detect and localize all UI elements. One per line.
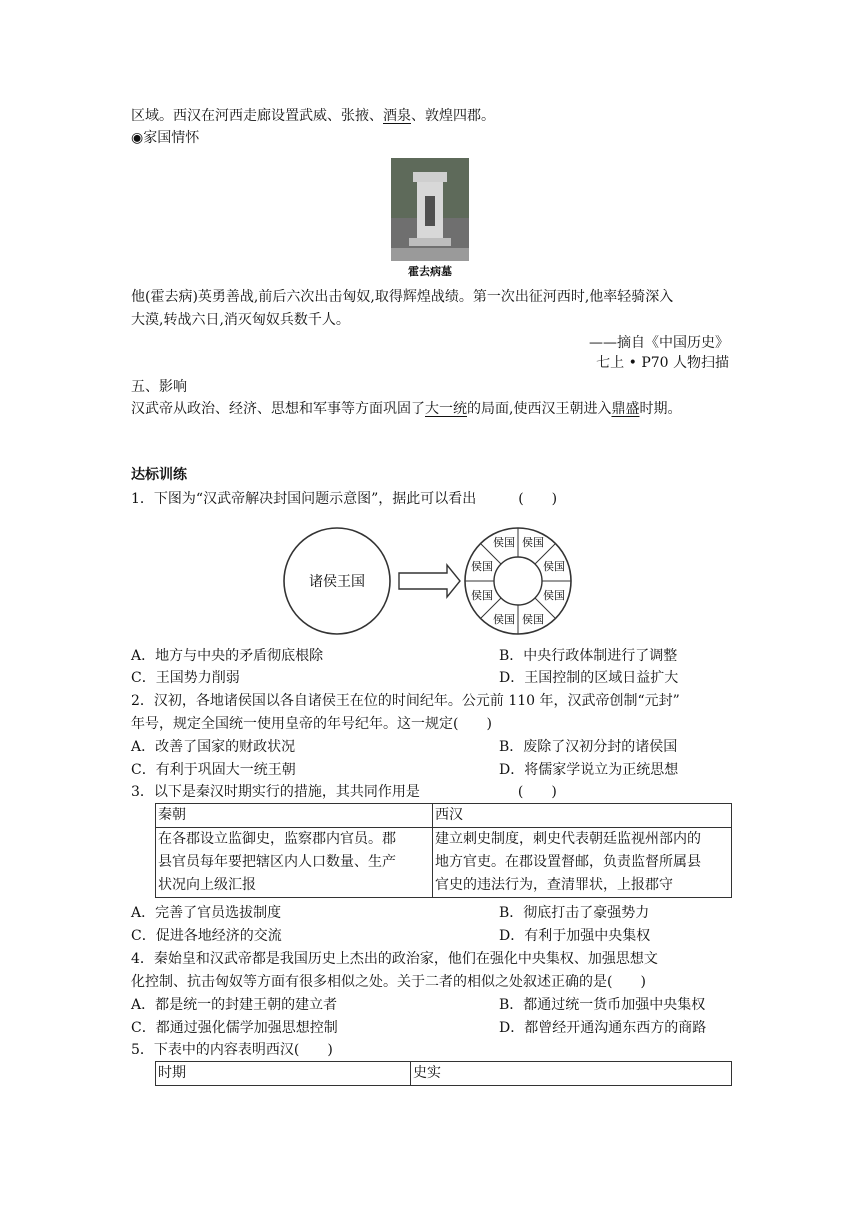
q2-option-d: D．将儒家学说立为正统思想 [499,762,679,778]
question-5-stem: 5．下表中的内容表明西汉( ) [131,1042,333,1058]
q3-option-b: B．彻底打击了豪强势力 [499,905,650,921]
question-4-stem: 化控制、抗击匈奴等方面有很多相似之处。关于二者的相似之处叙述正确的是( ) [131,974,646,990]
intro-line: 区域。西汉在河西走廊设置武威、张掖、酒泉、敦煌四郡。 [131,108,495,124]
impact-heading: 五、影响 [131,379,187,395]
diagram-left-label: 诸侯王国 [309,574,365,590]
ring-label: 侯国 [493,536,515,549]
q5-table [155,1061,732,1086]
question-4-stem: 4．秦始皇和汉武帝都是我国历史上杰出的政治家，他们在强化中央集权、加强思想文 [131,951,658,967]
q4-option-b: B．都通过统一货币加强中央集权 [499,997,706,1013]
impact-text: 汉武帝从政治、经济、思想和军事等方面巩固了大一统的局面,使西汉王朝进入鼎盛时期。 [131,401,682,417]
q4-option-d: D．都曾经开通沟通东西方的商路 [499,1020,707,1036]
ring-label: 侯国 [522,613,544,626]
underlined-term: 酒泉 [383,108,411,124]
q2-option-c: C．有利于巩固大一统王朝 [131,762,296,778]
ring-label: 侯国 [543,560,565,573]
q3-table [155,803,732,898]
q1-option-d: D．王国控制的区域日益扩大 [499,670,679,686]
q2-option-a: A．改善了国家的财政状况 [131,739,296,755]
q3-option-c: C．促进各地经济的交流 [131,928,282,944]
ring-label: 侯国 [543,589,565,602]
diagram-ring [465,528,571,634]
source-page: 七上 • P70 人物扫描 [596,355,729,371]
question-2-stem: 2．汉初，各地诸侯国以各自诸侯王在位的时间纪年。公元前 110 年，汉武帝创制“元封” [131,693,680,709]
training-title: 达标训练 [131,467,187,483]
table-cell: 在各郡设立监御史，监察郡内官员。郡 县官员每年要把辖区内人口数量、生产 状况向上级汇报 [156,828,433,898]
q3-option-a: A．完善了官员选拔制度 [131,905,282,921]
photo-caption: 霍去病墓 [408,265,452,278]
q3-option-d: D．有利于加强中央集权 [499,928,651,944]
q4-option-c: C．都通过强化儒学加强思想控制 [131,1020,338,1036]
source-citation: ——摘自《中国历史》 [589,335,729,351]
bullet-icon: ◉ [131,130,144,146]
table-header: 史实 [411,1062,732,1086]
question-2-stem: 年号，规定全国统一使用皇帝的年号纪年。这一规定( ) [131,716,492,732]
q1-option-b: B．中央行政体制进行了调整 [499,648,678,664]
paragraph-line: 大漠,转战六日,消灭匈奴兵数千人。 [131,312,350,328]
section-heading: ◉家国情怀 [131,130,200,146]
q1-option-a: A．地方与中央的矛盾彻底根除 [131,648,324,664]
tomb-photo [391,158,469,261]
table-header: 时期 [156,1062,411,1086]
table-header: 西汉 [433,804,732,828]
q2-option-b: B．废除了汉初分封的诸侯国 [499,739,678,755]
paragraph-line: 他(霍去病)英勇善战,前后六次出击匈奴,取得辉煌战绩。第一次出征河西时,他率轻骑深入 [131,289,674,305]
table-header: 秦朝 [156,804,433,828]
question-3-stem: 3．以下是秦汉时期实行的措施，其共同作用是 ( ) [131,784,557,800]
ring-label: 侯国 [471,560,493,573]
fengguo-diagram [282,526,582,636]
table-cell: 建立刺史制度，刺史代表朝廷监视州部内的 地方官吏。在郡设置督邮，负责监督所属县 官史的违法行为，查清罪状，上报郡守 [433,828,732,898]
question-1-stem: 1．下图为“汉武帝解决封国问题示意图”，据此可以看出 ( ) [131,491,558,507]
ring-label: 侯国 [471,589,493,602]
ring-label: 侯国 [493,613,515,626]
q1-option-c: C．王国势力削弱 [131,670,240,686]
q4-option-a: A．都是统一的封建王朝的建立者 [131,997,338,1013]
ring-label: 侯国 [522,536,544,549]
